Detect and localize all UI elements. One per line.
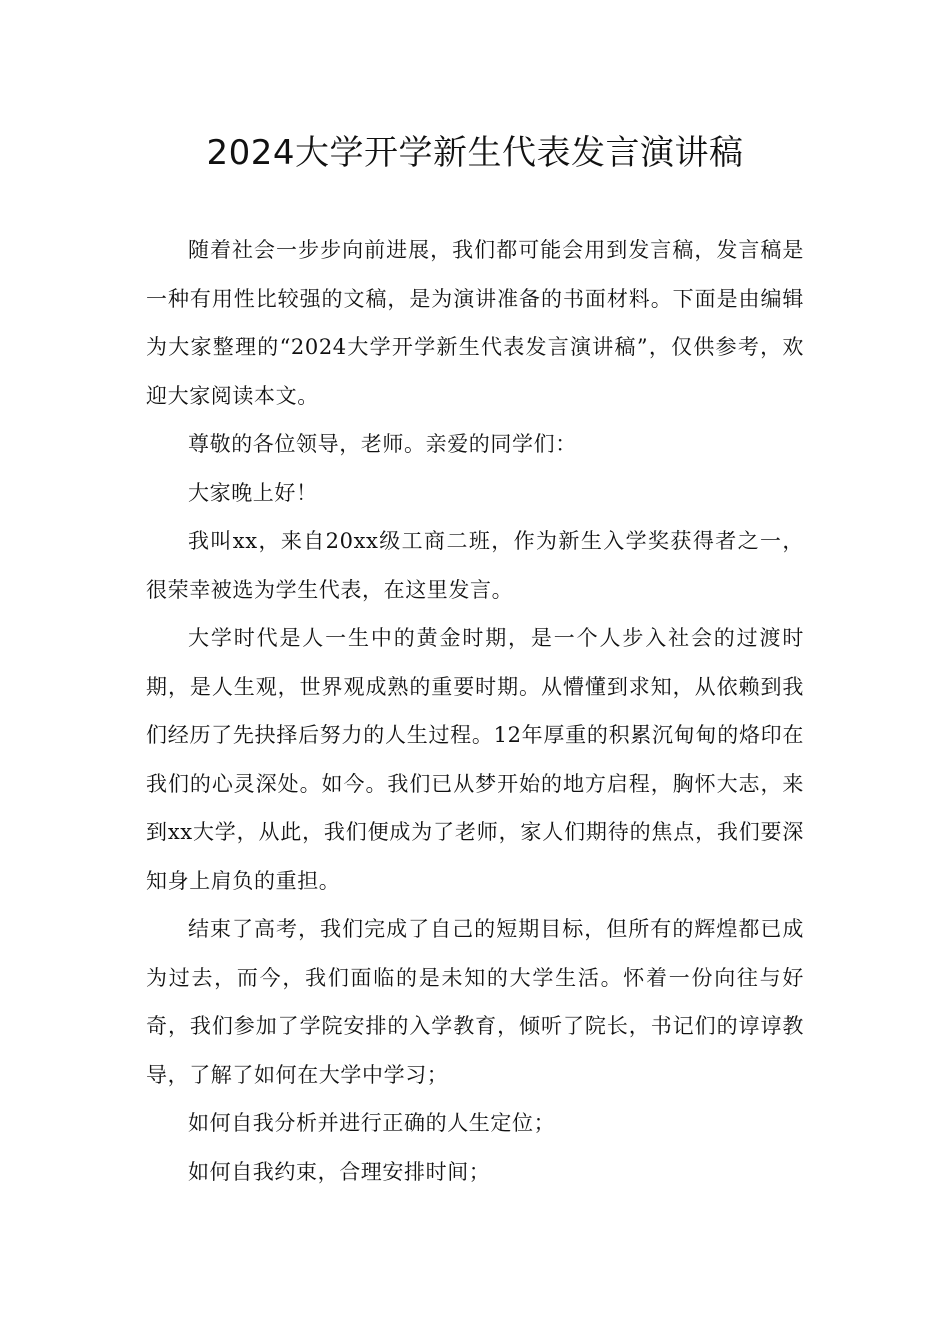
paragraph-self-discipline: 如何自我约束，合理安排时间； xyxy=(188,1159,491,1184)
paragraph-greeting: 大家晚上好！ xyxy=(188,480,318,505)
paragraph-self-introduction: 我叫xx，来自20xx级工商二班，作为新生入学奖获得者之一，很荣幸被选为学生代表，在这里发言。 xyxy=(146,529,804,602)
document-title: 2024大学开学新生代表发言演讲稿 xyxy=(206,133,744,173)
paragraph-salutation: 尊敬的各位领导，老师。亲爱的同学们： xyxy=(188,432,577,456)
paragraph-self-analysis: 如何自我分析并进行正确的人生定位； xyxy=(188,1111,556,1135)
paragraph-university-period: 大学时代是人一生中的黄金时期，是一个人步入社会的过渡时期，是人生观，世界观成熟的重要时期。从懵懂到求知，从依赖到我们经历了先抉择后努力的人生过程。12年厚重的积累沉甸甸的烙印在我们的心灵深处。如今。我们已从梦开始的地方启程，胸怀大志，来到xx大学，从此，我们便成为了老师，家人们期待的焦点，我们要深知身上肩负的重担。 xyxy=(146,626,804,893)
paragraph-intro: 随着社会一步步向前进展，我们都可能会用到发言稿，发言稿是一种有用性比较强的文稿，是为演讲准备的书面材料。下面是由编辑为大家整理的“2024大学开学新生代表发言演讲稿”，仅供参考，欢迎大家阅读本文。 xyxy=(146,238,804,408)
document-body xyxy=(146,226,804,1196)
paragraph-after-exam: 结束了高考，我们完成了自己的短期目标，但所有的辉煌都已成为过去，而今，我们面临的是未知的大学生活。怀着一份向往与好奇，我们参加了学院安排的入学教育，倾听了院长，书记们的谆谆教导，了解了如何在大学中学习； xyxy=(146,917,804,1087)
